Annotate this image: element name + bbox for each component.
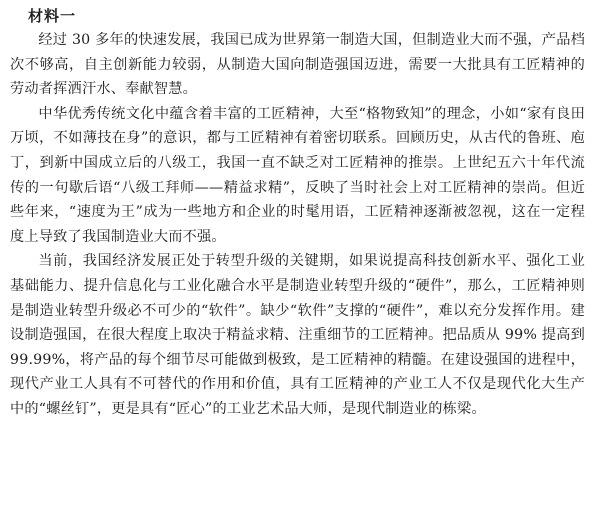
paragraph-2: 中华优秀传统文化中蕴含着丰富的工匠精神，大至“格物致知”的理念，小如“家有良田万顷，不如薄技在身”的意识，都与工匠精神有着密切联系。回顾历史，从古代的鲁班、庖丁，到新中国成立后的八级工，我国一直不缺乏对工匠精神的推崇。上世纪五六十年代流传的一句歇后语“八级工拜师——精益求精”，反映了当时社会上对工匠精神的崇尚。但近些年来，“速度为王”成为一些地方和企业的时髦用语，工匠精神逐渐被忽视，这在一定程度上导致了我国制造业大而不强。 — [10, 105, 585, 245]
paragraph-1: 经过 30 多年的快速发展，我国已成为世界第一制造大国，但制造业大而不强，产品档次不够高，自主创新能力较弱，从制造大国向制造强国迈进，需要一大批具有工匠精神的劳动者挥洒汗水、奉献智慧。 — [10, 32, 585, 98]
document-body — [10, 4, 585, 422]
paragraph-3: 当前，我国经济发展正处于转型升级的关键期，如果说提高科技创新水平、强化工业基础能力、提升信息化与工业化融合水平是制造业转型升级的“硬件”，那么，工匠精神则是制造业转型升级必不可少的“软件”。缺少“软件”支撑的“硬件”，难以充分发挥作用。建设制造强国，在很大程度上取决于精益求精、注重细节的工匠精神。把品质从 99% 提高到 99.99%，将产品的每个细节尽可能做到极致，是工匠精神的精髓。在建设强国的进程中，现代产业工人具有不可替代的作用和价值，具有工匠精神的产业工人不仅是现代化大生产中的“螺丝钉”，更是具有“匠心”的工业艺术品大师，是现代制造业的栋梁。 — [10, 253, 585, 417]
section-title: 材料一 — [28, 7, 77, 25]
